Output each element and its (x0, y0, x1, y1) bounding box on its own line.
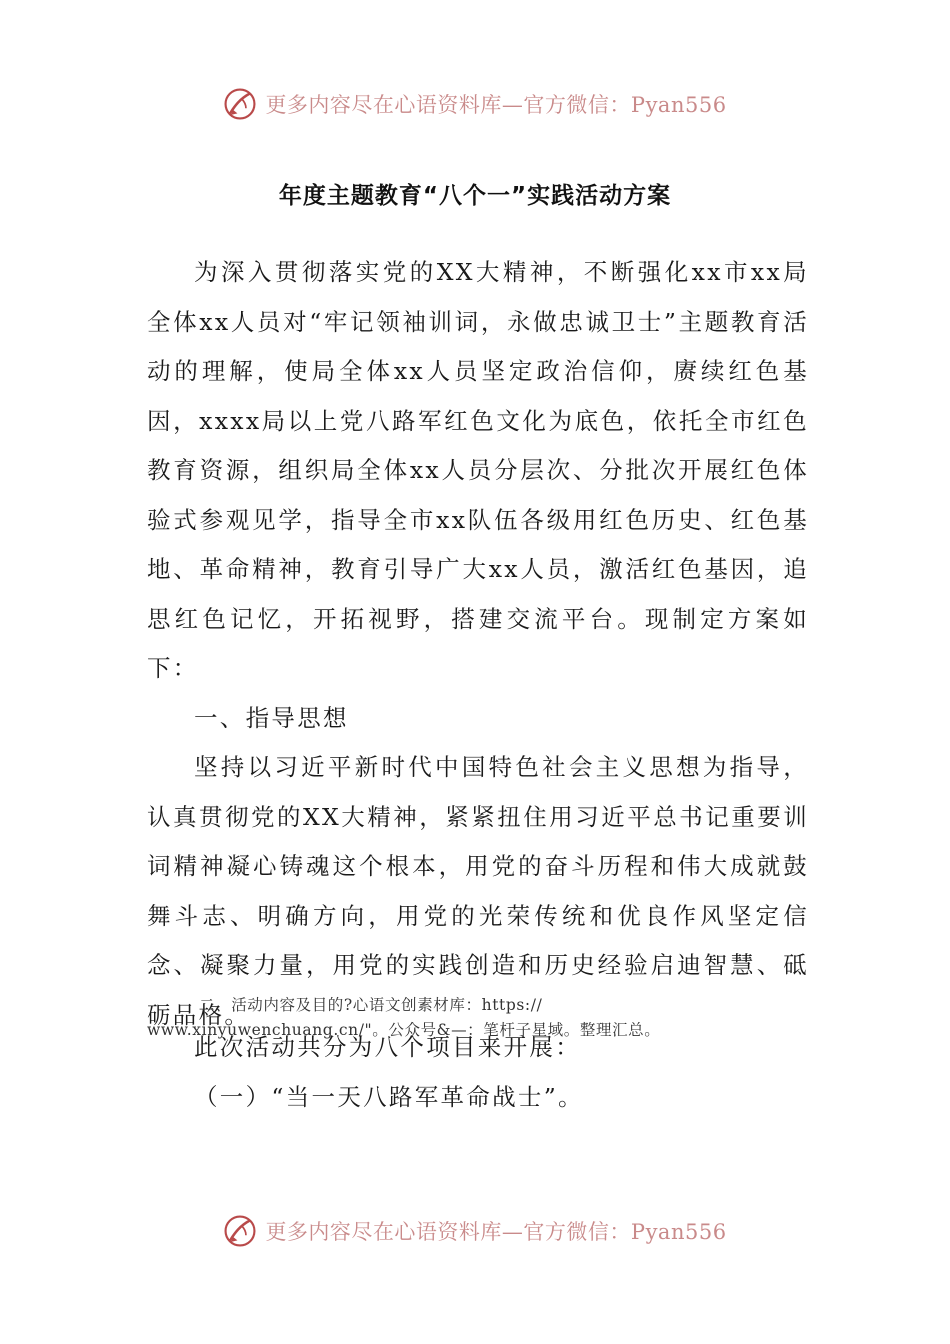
activity-item-1: （一）“当一天八路军革命战士”。 (194, 1083, 584, 1111)
watermark-text: 更多内容尽在心语资料库—官方微信：Pyan556 (265, 93, 727, 117)
pen-logo-icon (223, 87, 257, 121)
document-body (147, 248, 809, 1040)
intro-paragraph: 为深入贯彻落实党的XX大精神，不断强化xx市xx局全体xx人员对“牢记领袖训词，永做忠诚卫士”主题教育活动的理解，使局全体xx人员坚定政治信仰，赓续红色基因，xxxx局以上党八路军红色文化为底色，依托全市红色教育资源，组织局全体xx人员分层次、分批次开展红色体验式参观见学，指导全市xx队伍各级用红色历史、红色基地、革命精神，教育引导广大xx人员，激活红色基因，追思红色记忆，开拓视野，搭建交流平台。现制定方案如下： (147, 258, 809, 682)
activity-section (147, 1022, 809, 1122)
header-watermark (0, 84, 950, 124)
pen-logo-icon (223, 1214, 257, 1248)
document-title: 年度主题教育“八个一”实践活动方案 (278, 183, 672, 209)
watermark-text: 更多内容尽在心语资料库—官方微信：Pyan556 (265, 1220, 727, 1244)
section-note-line-1: 二、活动内容及目的?心语文创素材库：https:// (199, 996, 543, 1014)
section-note-line-2: www.xinyuwenchuang.cn/"。公众号&—：笔杆子星域。整理汇总。 (147, 1021, 661, 1039)
footer-watermark (0, 1211, 950, 1251)
activity-intro: 此次活动共分为八个项目来开展： (194, 1033, 581, 1061)
guiding-thought-paragraph: 坚持以习近平新时代中国特色社会主义思想为指导，认真贯彻党的XX大精神，紧紧扭住用习近平总书记重要训词精神凝心铸魂这个根本，用党的奋斗历程和伟大成就鼓舞斗志、明确方向，用党的光荣传统和优良作风坚定信念、凝聚力量，用党的实践创造和历史经验启迪智慧、砥砺品格。 (147, 753, 809, 1029)
section-heading-guiding-thought: 一、指导思想 (194, 703, 349, 732)
